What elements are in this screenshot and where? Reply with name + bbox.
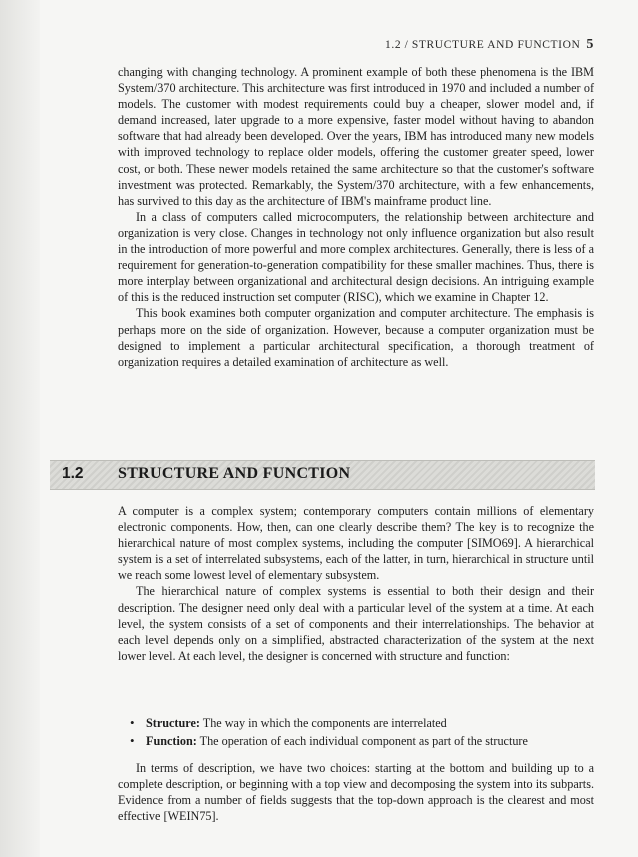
closing-text-block <box>118 760 594 824</box>
paragraph: In a class of computers called microcomputers, the relationship between architecture and organization is very close. Changes in technology not only influence organization but also result in the introduction of more powerful and more complex architectures. Generally, there is less of a requirement for generation-to-generation compatibility for these smaller machines. Thus, there is more interplay between organizational and architectural design decisions. An intriguing example of this is the reduced instruction set computer (RISC), which we examine in Chapter 12. <box>118 209 594 305</box>
bullet-text: The way in which the components are interrelated <box>202 716 447 730</box>
paragraph: changing with changing technology. A prominent example of both these phenomena is the IBM System/370 architecture. This architecture was first introduced in 1970 and included a number of models. The customer with modest requirements could buy a cheaper, slower model and, if demand increased, later upgrade to a more expensive, faster model without having to abandon software that had already been developed. Over the years, IBM has introduced many new models with improved technology to replace older models, offering the customer greater speed, lower cost, or both. These newer models retained the same architecture so that the customer's software investment was protected. Remarkably, the System/370 architecture, with a few enhancements, has survived to this day as the architecture of IBM's mainframe product line. <box>118 65 594 208</box>
paragraph: The hierarchical nature of complex systems is essential to both their design and their description. The designer need only deal with a particular level of the system at a time. At each level, the system consists of a set of components and their interrelationships. The behavior at each level depends only on a simplified, abstracted characterization of the system at the next lower level. At each level, the designer is concerned with structure and function: <box>118 584 594 663</box>
bullet-icon: • <box>130 733 135 748</box>
list-item <box>128 732 594 750</box>
page-number: 5 <box>586 37 594 52</box>
bullet-term: Structure: <box>146 716 200 730</box>
paragraph: A computer is a complex system; contemporary computers contain millions of elementary electronic components. How, then, can one clearly describe them? The key is to recognize the hierarchical nature of most complex systems, including the computer [SIMO69]. A hierarchical system is a set of interrelated subsystems, each of the latter, in turn, hierarchical in structure until we reach some lowest level of elementary subsystem. <box>118 504 594 583</box>
list-item <box>128 714 594 732</box>
paragraph: This book examines both computer organization and computer architecture. The emphasis is perhaps more on the side of organization. However, because a computer organization must be designed to implement a particular architectural specification, a thorough treatment of organization requires a detailed examination of architecture as well. <box>118 306 594 369</box>
section-text-block <box>118 503 594 664</box>
running-head <box>385 37 594 53</box>
section-number: 1.2 <box>62 465 84 482</box>
running-head-title: 1.2 / STRUCTURE AND FUNCTION <box>385 39 581 51</box>
page-gutter-shadow <box>0 0 40 857</box>
bullet-text: The operation of each individual component as part of the structure <box>199 734 528 748</box>
paragraph: In terms of description, we have two choices: starting at the bottom and building up to a complete description, or beginning with a top view and decomposing the system into its subparts. Evidence from a number of fields suggests that the top-down approach is the clearest and most effective [WEIN75]. <box>118 761 594 824</box>
bullet-term: Function: <box>146 734 197 748</box>
section-title: STRUCTURE AND FUNCTION <box>118 465 351 482</box>
intro-text-block <box>118 64 594 370</box>
bullet-icon: • <box>130 715 135 730</box>
bullet-list <box>128 714 594 750</box>
